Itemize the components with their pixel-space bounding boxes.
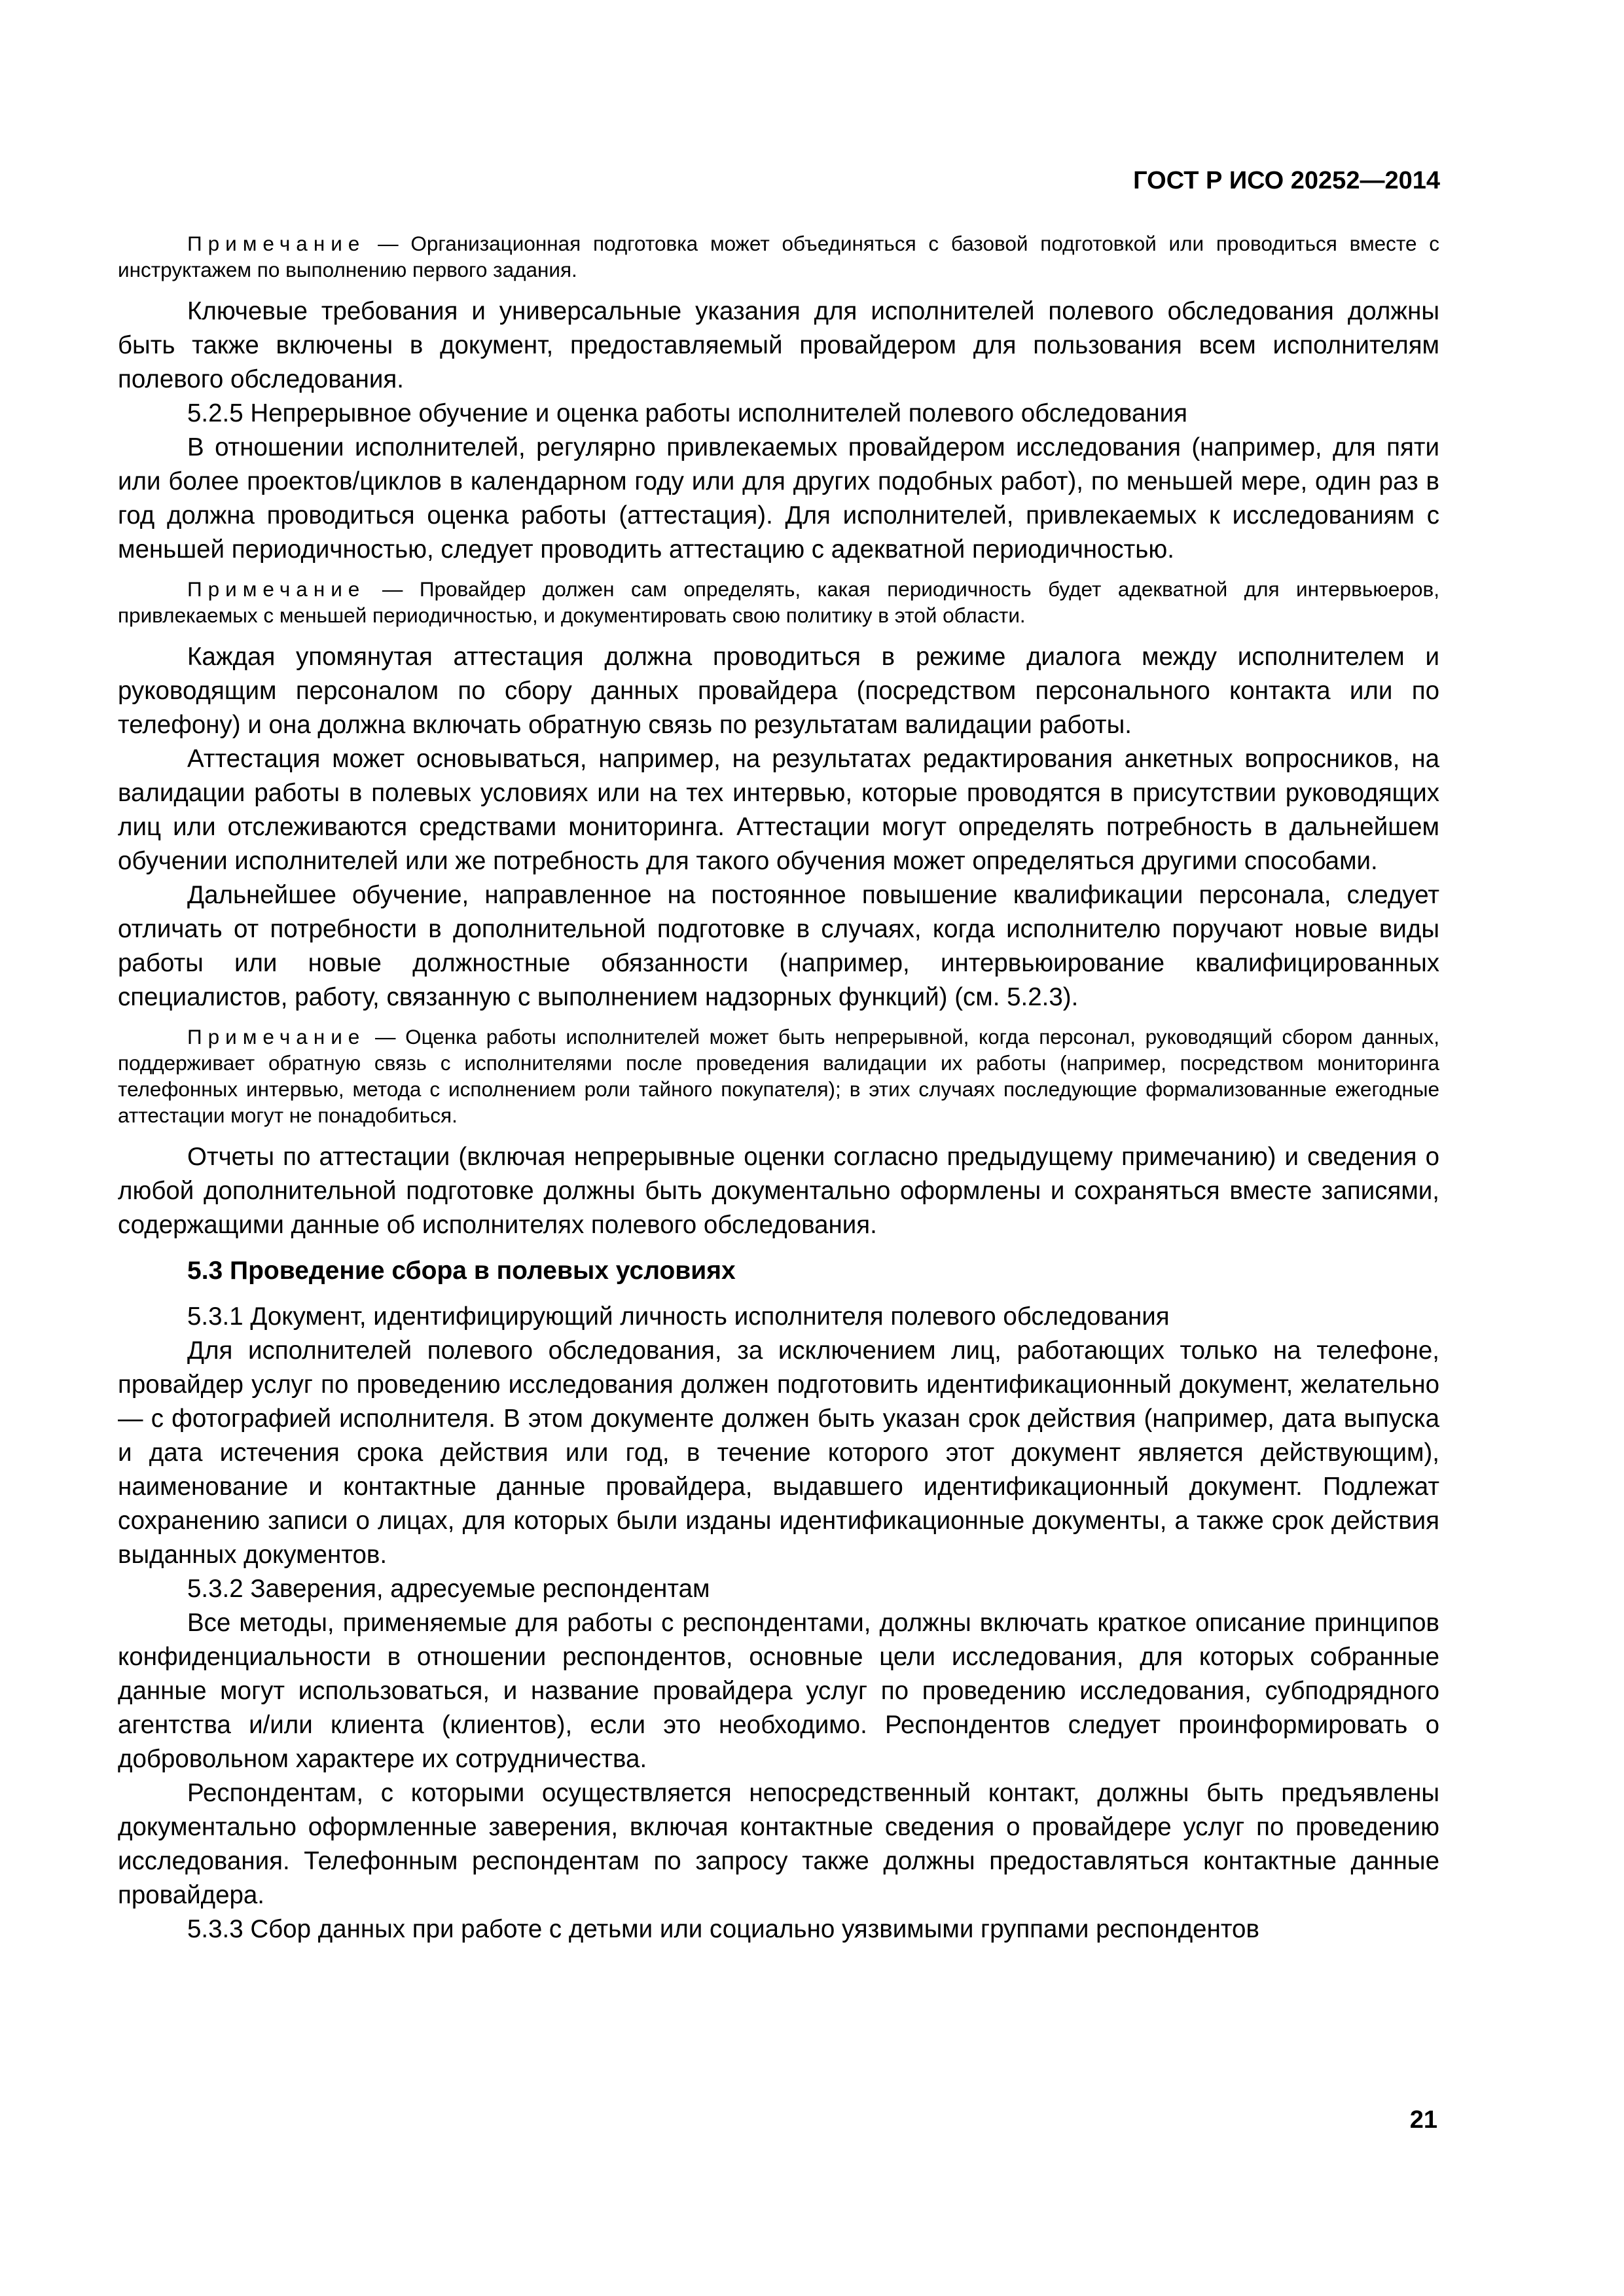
clause-heading: 5.3.2 Заверения, адресуемые респондентам [187,1575,710,1603]
paragraph: Дальнейшее обучение, направленное на постоянное повышение квалификации персонала, следует отличать от потребности в дополнительной подготовке в случаях, когда исполнителю поручают новые виды работы или новые должностные обязанности (например, интервьюирование квалифицированных специалистов, работу, связанную с выполнением надзорных функций) (см. 5.2.3). [118,881,1439,1011]
note [118,230,1439,283]
paragraph: Аттестация может основываться, например, на результатах редактирования анкетных вопросников, на валидации работы в полевых условиях или на тех интервью, которые проводятся в присутствии руководящих лиц или отслеживаются средствами мониторинга. Аттестации могут определять потребность в дальнейшем обучении исполнителей или же потребность для такого обучения может определяться другими способами. [118,745,1439,875]
clause-heading: 5.3.3 Сбор данных при работе с детьми или социально уязвимыми группами респондентов [187,1915,1259,1943]
note-label: Примечание [187,232,366,255]
paragraph: Респондентам, с которыми осуществляется непосредственный контакт, должны быть предъявлены документально оформленные заверения, включая контактные сведения о провайдере услуг по проведению исследования. Телефонным респондентам по запросу также должны предоставляться контактные данные провайдера. [118,1779,1439,1909]
paragraph: Для исполнителей полевого обследования, за исключением лиц, работающих только на телефоне, провайдер услуг по проведению исследования должен подготовить идентификационный документ, желательно — с фотографией исполнителя. В этом документе должен быть указан срок действия (например, дата выпуска и дата истечения срока действия или год, в течение которого этот документ является действующим), наименование и контактные данные провайдера, выдавшего идентификационный документ. Подлежат сохранению записи о лицах, для которых были изданы идентификационные документы, а также срок действия выданных документов. [118,1336,1439,1569]
note [118,576,1439,628]
section-heading: 5.3 Проведение сбора в полевых условиях [187,1257,736,1285]
page-number: 21 [1409,2106,1437,2134]
paragraph: Все методы, применяемые для работы с респондентами, должны включать краткое описание принципов конфиденциальности в отношении респондентов, основные цели исследования, для которых собранные данные могут использоваться, и название провайдера услуг по проведению исследования, субподрядного агентства и/или клиента (клиентов), если это необходимо. Респондентов следует проинформировать о добровольном характере их сотрудничества. [118,1609,1439,1773]
note-dash: — [365,232,411,255]
note-text: Провайдер должен сам определять, какая периодичность будет адекватной для интервьюеров, привлекаемых с меньшей периодичностью, и документировать свою политику в этой области. [118,577,1439,627]
clause-heading: 5.3.1 Документ, идентифицирующий личность исполнителя полевого обследования [187,1302,1170,1331]
page-body [118,230,1439,1946]
note-label: Примечание [187,1025,366,1049]
note-text: Оценка работы исполнителей может быть непрерывной, когда персонал, руководящий сбором данных, поддерживает обратную связь с исполнителями после проведения валидации их работы (например, посредством мониторинга телефонных интервью, метода с исполнением роли тайного покупателя); в этих случаях последующие формализованные ежегодные аттестации могут не понадобиться. [118,1025,1439,1127]
note-dash: — [365,577,420,601]
paragraph: Каждая упомянутая аттестация должна проводиться в режиме диалога между исполнителем и руководящим персоналом по сбору данных провайдера (посредством персонального контакта или по телефону) и она должна включать обратную связь по результатам валидации работы. [118,643,1439,739]
standard-designation: ГОСТ Р ИСО 20252—2014 [1133,167,1440,194]
clause-heading: 5.2.5 Непрерывное обучение и оценка работы исполнителей полевого обследования [187,399,1187,427]
paragraph: Отчеты по аттестации (включая непрерывные оценки согласно предыдущему примечанию) и сведения о любой дополнительной подготовке должны быть документально оформлены и сохраняться вместе записями, содержащими данные об исполнителях полевого обследования. [118,1143,1439,1239]
paragraph: В отношении исполнителей, регулярно привлекаемых провайдером исследования (например, для пяти или более проектов/циклов в календарном году или для других подобных работ), по меньшей мере, один раз в год должна проводиться оценка работы (аттестация). Для исполнителей, привлекаемых к исследованиям с меньшей периодичностью, следует проводить аттестацию с адекватной периодичностью. [118,433,1439,564]
paragraph: Ключевые требования и универсальные указания для исполнителей полевого обследования должны быть также включены в документ, предоставляемый провайдером для пользования всем исполнителям полевого обследования. [118,297,1439,393]
note [118,1024,1439,1128]
note-dash: — [365,1025,406,1049]
note-text: Организационная подготовка может объединяться с базовой подготовкой или проводиться вместе с инструктажем по выполнению первого задания. [118,232,1439,281]
note-label: Примечание [187,577,366,601]
